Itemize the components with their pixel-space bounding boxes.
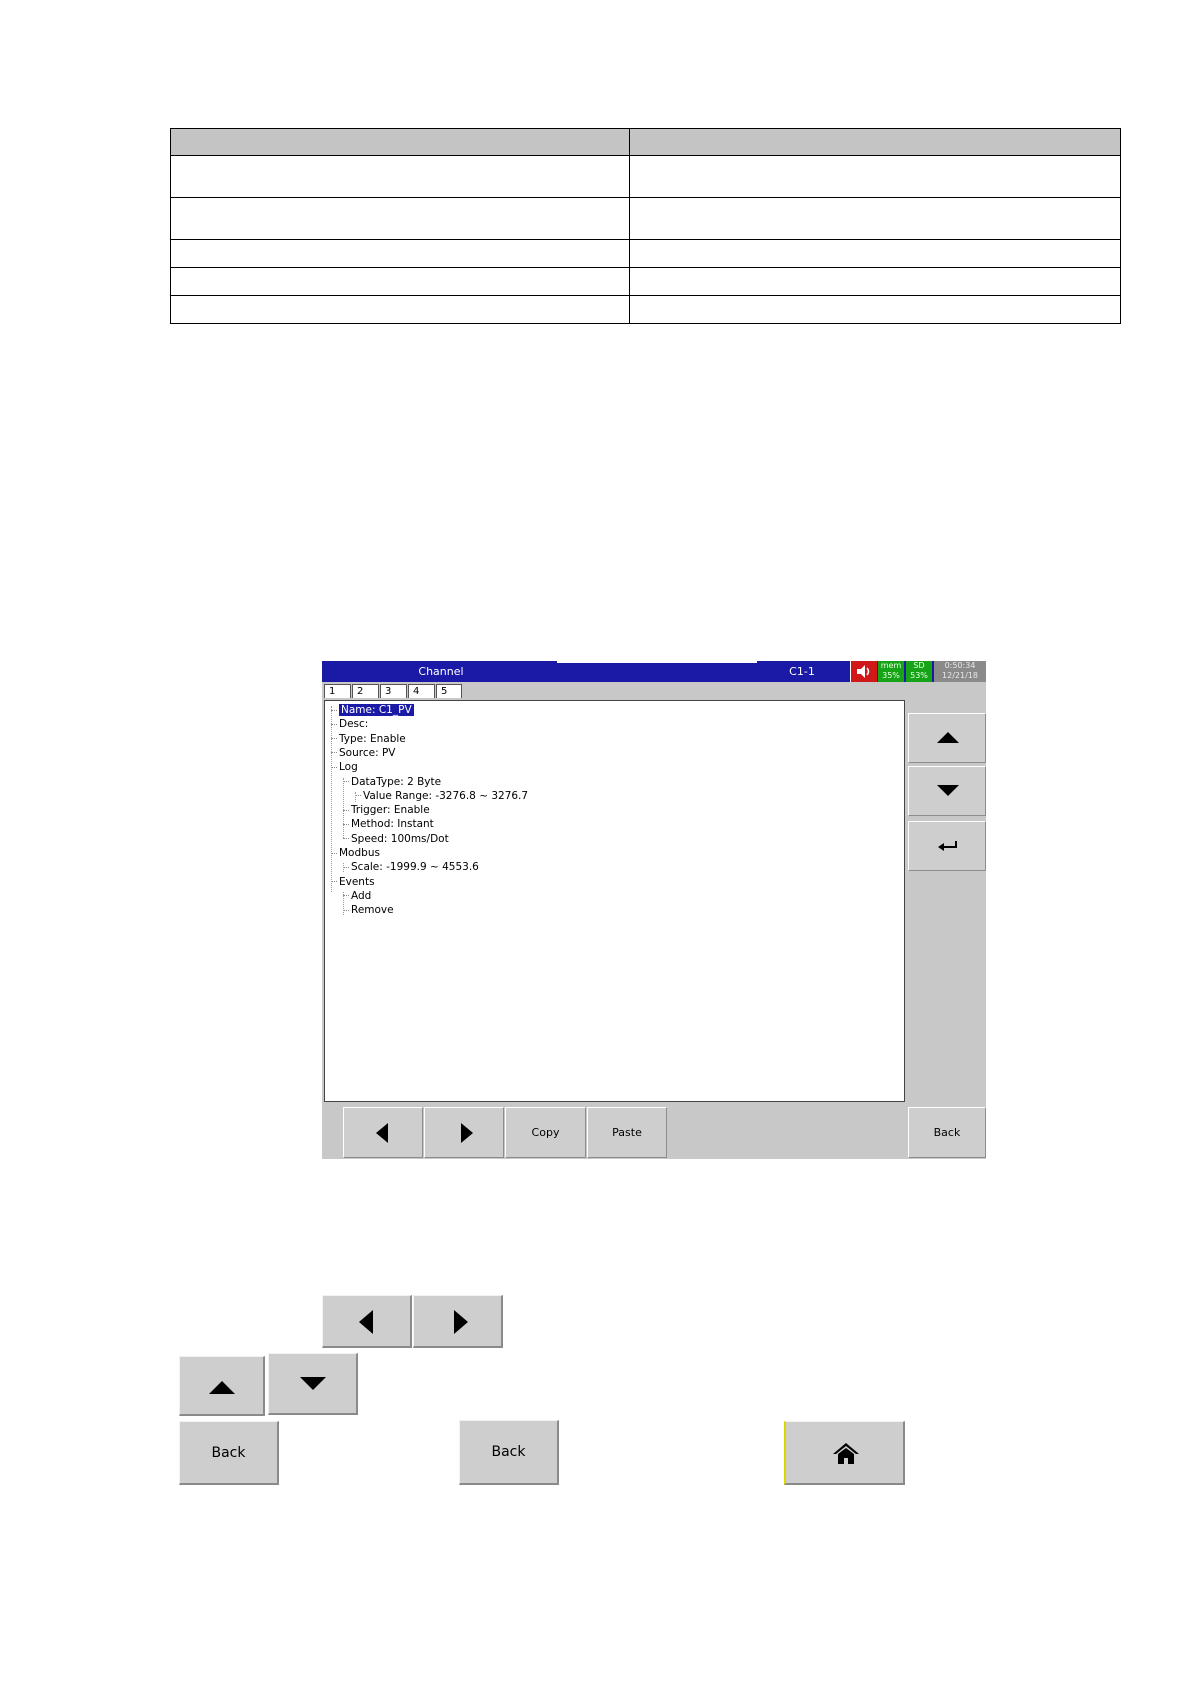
bottom-toolbar <box>322 1106 986 1159</box>
enter-icon <box>936 837 960 855</box>
title-channel: Channel <box>418 665 464 678</box>
enter-button[interactable] <box>908 821 986 871</box>
sd-status: SD 53% <box>906 661 932 682</box>
tree-guide-line <box>343 778 344 838</box>
tree-item-label: Remove <box>351 904 394 917</box>
title-bar <box>322 661 986 682</box>
tree-guide-line <box>331 706 332 892</box>
tree-guide-line <box>343 892 344 915</box>
right-arrow-icon <box>459 1122 475 1144</box>
prev-button[interactable] <box>343 1107 423 1158</box>
tree-item[interactable] <box>343 776 441 789</box>
left-arrow-icon <box>374 1122 390 1144</box>
down-arrow-icon <box>936 782 960 800</box>
tree-item[interactable] <box>343 904 394 917</box>
copy-button[interactable]: Copy <box>505 1107 586 1158</box>
tree-item-label: DataType: 2 Byte <box>351 775 442 788</box>
up-arrow-icon <box>208 1379 236 1397</box>
tree-item[interactable] <box>343 833 449 846</box>
tree-item-label: Scale: -1999.9 ~ 4553.6 <box>351 861 479 874</box>
tree-item[interactable] <box>355 790 528 803</box>
tree-guide-line <box>355 792 356 802</box>
tab-1[interactable]: 1 <box>324 684 351 698</box>
tab-5[interactable]: 5 <box>436 684 462 698</box>
tab-bar <box>322 682 905 699</box>
tree-item[interactable] <box>343 804 430 817</box>
left-arrow-icon <box>357 1309 375 1335</box>
recorder-screen <box>322 661 986 1159</box>
tree-item-label: Method: Instant <box>351 818 434 831</box>
tree-item-label: Desc: <box>339 718 369 731</box>
home-icon <box>832 1442 860 1466</box>
tree-item-label: Modbus <box>339 847 380 859</box>
table-header-row <box>171 129 1121 156</box>
tree-item[interactable] <box>343 818 434 831</box>
table-row <box>171 198 1121 240</box>
tree-item-label: Add <box>351 889 372 902</box>
doc-table <box>170 128 1121 324</box>
tree-item[interactable] <box>343 861 479 874</box>
table-row <box>171 268 1121 296</box>
tree-guide-line <box>343 863 344 872</box>
tree-item-label: Name: C1_PV <box>341 704 412 716</box>
tree-item[interactable] <box>331 704 414 717</box>
tree-branch <box>343 838 349 839</box>
tree-item[interactable] <box>331 847 380 860</box>
next-button[interactable] <box>424 1107 504 1158</box>
up-arrow-button[interactable] <box>179 1356 265 1416</box>
tree-item-label: Speed: 100ms/Dot <box>351 832 449 845</box>
tree-item-label: Events <box>339 875 375 888</box>
paste-button[interactable]: Paste <box>587 1107 667 1158</box>
up-arrow-icon <box>936 729 960 747</box>
back-button-legend-alt[interactable]: Back <box>459 1420 559 1485</box>
tree-item[interactable] <box>331 761 358 774</box>
tree-item-label: Trigger: Enable <box>351 804 430 817</box>
table-row <box>171 240 1121 268</box>
down-arrow-button[interactable] <box>268 1353 358 1415</box>
tree-item-label: Log <box>339 761 358 774</box>
speaker-icon[interactable] <box>850 661 877 682</box>
tree-item[interactable] <box>331 718 368 731</box>
tab-2[interactable]: 2 <box>352 684 379 698</box>
tree-item[interactable] <box>331 747 395 760</box>
clock: 0:50:34 12/21/18 <box>934 661 986 682</box>
left-arrow-button[interactable] <box>322 1295 412 1348</box>
memory-status: mem 35% <box>878 661 904 682</box>
tab-4[interactable]: 4 <box>408 684 435 698</box>
scroll-down-button[interactable] <box>908 766 986 816</box>
back-button-legend[interactable]: Back <box>179 1421 279 1485</box>
back-button[interactable]: Back <box>908 1107 986 1158</box>
title-separator <box>557 661 757 663</box>
table-row <box>171 296 1121 324</box>
tab-3[interactable]: 3 <box>380 684 407 698</box>
tree-item-label: Value Range: -3276.8 ~ 3276.7 <box>363 789 529 802</box>
right-arrow-button[interactable] <box>413 1295 503 1348</box>
scroll-up-button[interactable] <box>908 713 986 763</box>
tree-item-label: Type: Enable <box>339 732 406 745</box>
table-row <box>171 156 1121 198</box>
home-button[interactable] <box>784 1421 905 1485</box>
channel-tree[interactable] <box>324 700 905 1102</box>
tree-item-label: Source: PV <box>339 746 396 759</box>
title-channel-id: C1-1 <box>789 665 815 678</box>
down-arrow-icon <box>299 1374 327 1392</box>
right-arrow-icon <box>452 1309 470 1335</box>
tree-item[interactable] <box>331 733 406 746</box>
tree-item[interactable] <box>331 876 375 889</box>
tree-item[interactable] <box>343 890 371 903</box>
